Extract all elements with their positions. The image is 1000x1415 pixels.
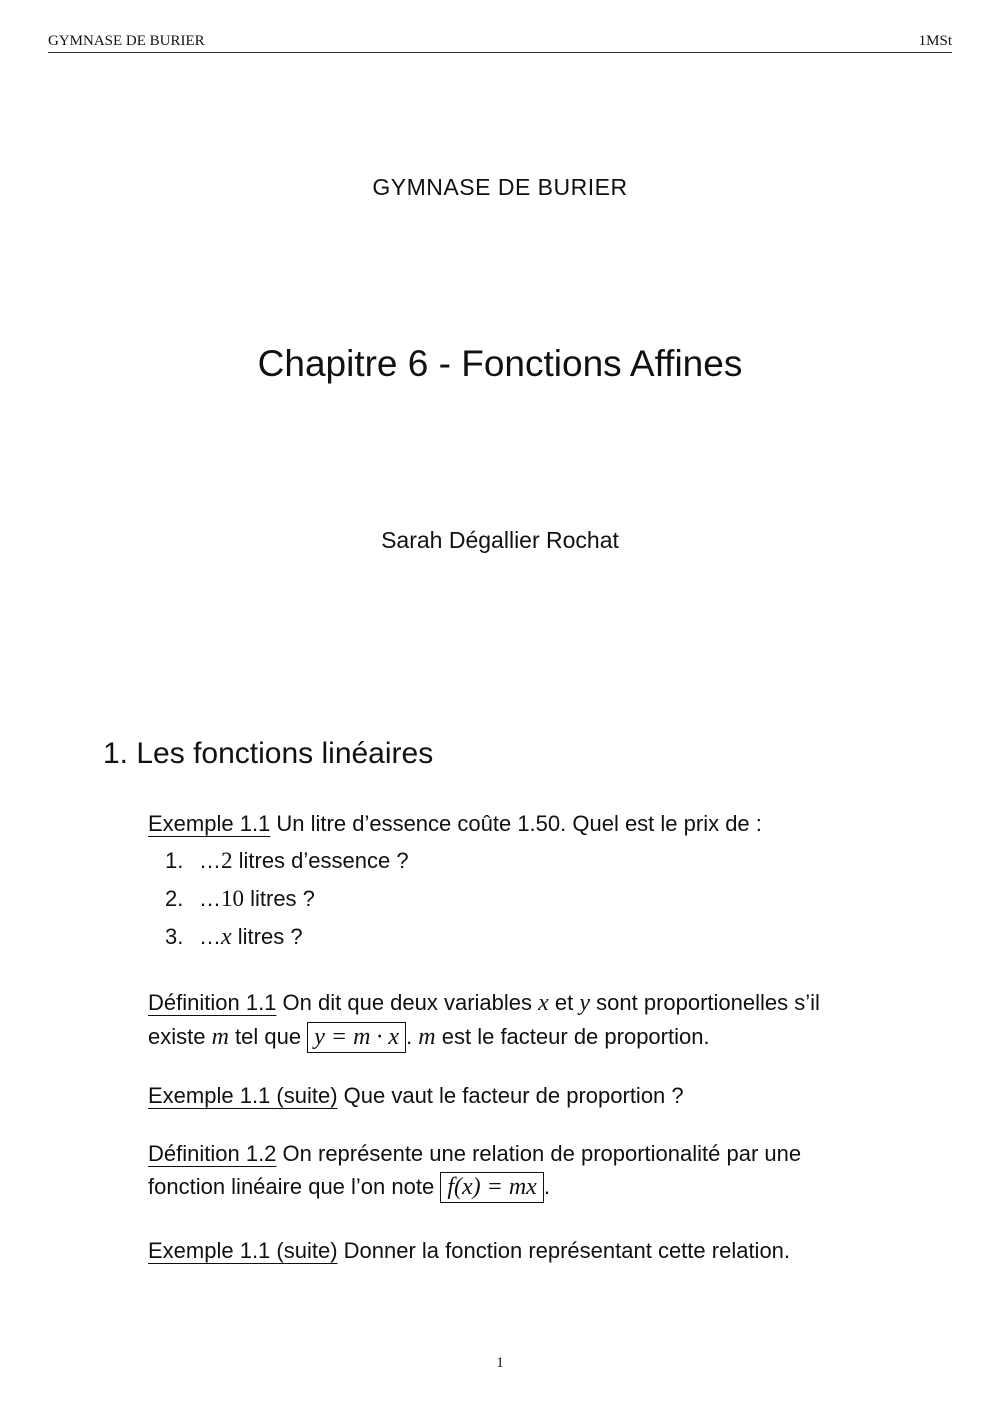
example-text: Que vaut le facteur de proportion ? (337, 1083, 684, 1108)
boxed-formula: y = m · x (307, 1022, 406, 1053)
institution-name: GYMNASE DE BURIER (372, 174, 628, 200)
list-item (165, 844, 409, 882)
variable-y: y (579, 990, 591, 1016)
definition-2 (148, 1137, 868, 1203)
definition-label: Définition 1.2 (148, 1141, 277, 1166)
ellipsis: … (199, 924, 221, 949)
example-text: Un litre d’essence coûte 1.50. Quel est le prix de : (270, 811, 762, 836)
definition-text: . (406, 1024, 419, 1049)
example-text: Donner la fonction représentant cette relation. (337, 1238, 791, 1263)
list-item-number: 1. (165, 848, 184, 873)
example-1 (148, 807, 868, 840)
example-label: Exemple 1.1 (suite) (148, 1238, 338, 1263)
example-question-list (165, 844, 409, 958)
list-item-value: 10 (221, 886, 244, 911)
variable-m: m (418, 1024, 436, 1050)
list-item-text: litres ? (244, 886, 315, 911)
header-institution: GYMNASE DE BURIER (48, 33, 205, 49)
section-heading (103, 737, 433, 771)
list-item-text: litres d’essence ? (232, 848, 409, 873)
definition-1 (148, 986, 868, 1054)
list-item (165, 882, 409, 920)
example-1-continued (148, 1234, 868, 1267)
definition-text: On représente une relation de proportionalité par une fonction linéaire que l’on note (148, 1141, 802, 1199)
document-author: Sarah Dégallier Rochat (381, 527, 619, 553)
variable-m: m (211, 1024, 229, 1050)
list-item-number: 3. (165, 924, 184, 949)
definition-text: . (543, 1174, 550, 1199)
header-class: 1MSt (918, 33, 952, 49)
definition-text: tel que (228, 1024, 308, 1049)
list-item-value: 2 (221, 848, 233, 873)
definition-text: est le facteur de proportion. (435, 1024, 710, 1049)
ellipsis: … (199, 848, 221, 873)
section-number: 1. (103, 737, 129, 770)
variable-x: x (538, 990, 549, 1016)
section-title: Les fonctions linéaires (136, 737, 434, 770)
boxed-formula: f(x) = mx (440, 1172, 543, 1203)
list-item-number: 2. (165, 886, 184, 911)
document-title: Chapitre 6 - Fonctions Affines (257, 343, 743, 384)
definition-label: Définition 1.1 (148, 990, 277, 1015)
example-1-continued (148, 1079, 868, 1112)
definition-text: On dit que deux variables (276, 990, 539, 1015)
page-number: 1 (496, 1355, 504, 1371)
list-item-text: litres ? (231, 924, 303, 949)
list-item (165, 920, 409, 958)
ellipsis: … (199, 886, 221, 911)
example-label: Exemple 1.1 (suite) (148, 1083, 338, 1108)
definition-text: sont proportionelles s’il existe (148, 990, 820, 1049)
list-item-variable: x (221, 924, 232, 950)
example-label: Exemple 1.1 (148, 811, 271, 836)
running-header (48, 30, 952, 53)
definition-text: et (548, 990, 580, 1015)
